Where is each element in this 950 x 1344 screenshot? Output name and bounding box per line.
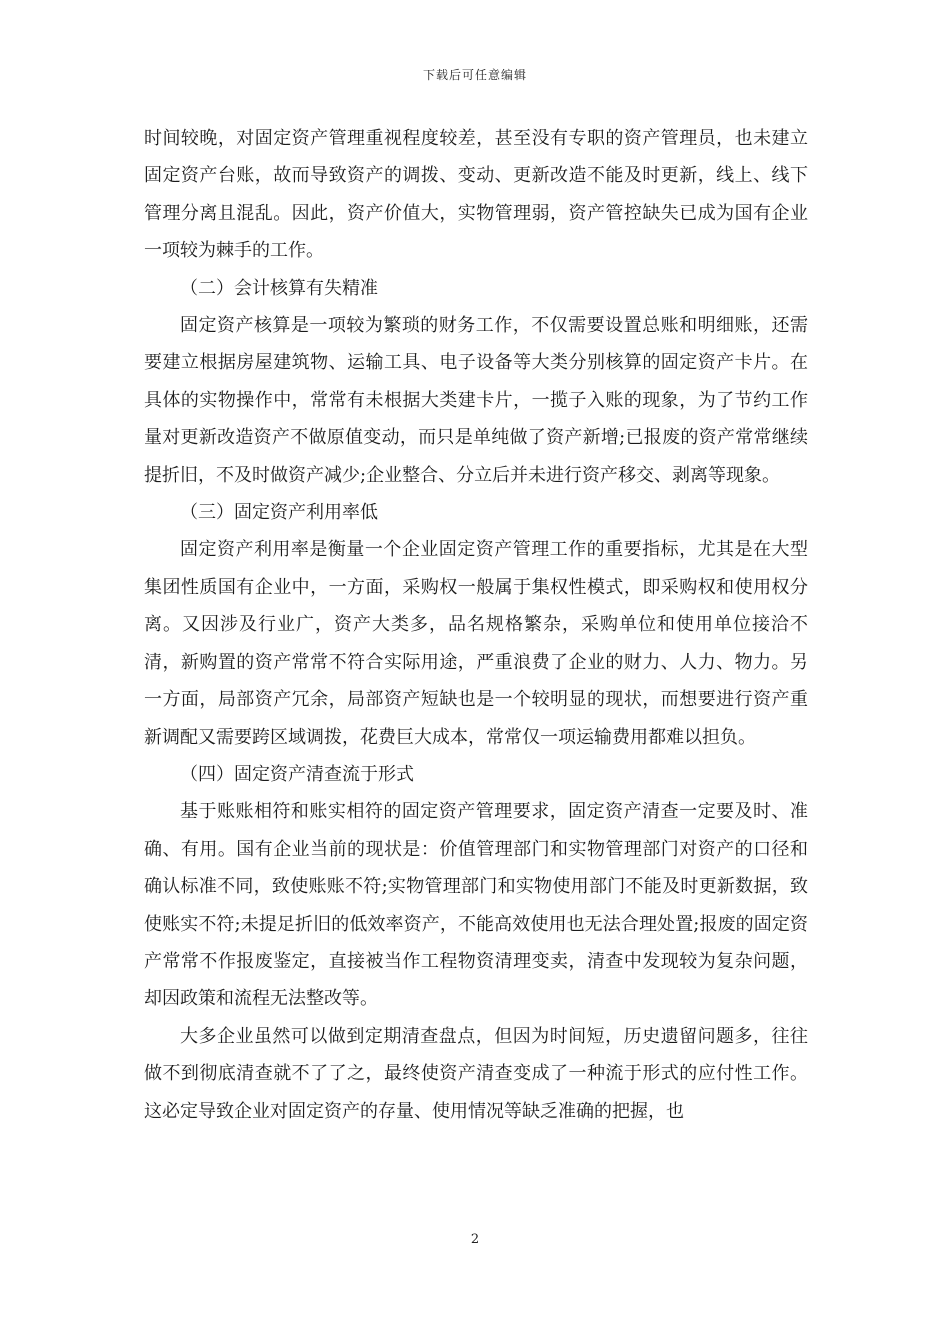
page-number: 2 — [470, 1232, 480, 1247]
section-heading-accounting: （二）会计核算有失精准 — [180, 277, 378, 299]
section-heading-inventory-check: （四）固定资产清查流于形式 — [180, 763, 414, 785]
paragraph-continuation: 时间较晚，对固定资产管理重视程度较差，甚至没有专职的资产管理员，也未建立固定资产台账，故而导致资产的调拨、变动、更新改造不能及时更新，线上、线下管理分离且混乱。因此，资产价值大，实物管理弱，资产管控缺失已成为国有企业一项较为棘手的工作。 — [144, 128, 808, 262]
paragraph-utilization: 固定资产利用率是衡量一个企业固定资产管理工作的重要指标，尤其是在大型集团性质国有企业中，一方面，采购权一般属于集权性模式，即采购权和使用权分离。又因涉及行业广，资产大类多，品名规格繁杂，采购单位和使用单位接洽不清，新购置的资产常常不符合实际用途，严重浪费了企业的财力、人力、物力。另一方面，局部资产冗余，局部资产短缺也是一个较明显的现状，而想要进行资产重新调配又需要跨区域调拨，花费巨大成本，常常仅一项运输费用都难以担负。 — [144, 539, 808, 748]
paragraph-inventory-check-continued: 大多企业虽然可以做到定期清查盘点，但因为时间短，历史遗留问题多，往往做不到彻底清查就不了了之，最终使资产清查变成了一种流于形式的应付性工作。这必定导致企业对固定资产的存量、使用情况等缺乏准确的把握，也 — [144, 1025, 808, 1122]
document-body — [144, 120, 808, 1130]
section-heading-utilization: （三）固定资产利用率低 — [180, 502, 378, 524]
paragraph-inventory-check: 基于账账相符和账实相符的固定资产管理要求，固定资产清查一定要及时、准确、有用。国有企业当前的现状是：价值管理部门和实物管理部门对资产的口径和确认标准不同，致使账账不符;实物管理部门和实物使用部门不能及时更新数据，致使账实不符;未提足折旧的低效率资产，不能高效使用也无法合理处置;报废的固定资产常常不作报废鉴定，直接被当作工程物资清理变卖，清查中发现较为复杂问题，却因政策和流程无法整改等。 — [144, 801, 809, 1010]
page-header-note: 下载后可任意编辑 — [422, 68, 527, 82]
paragraph-accounting: 固定资产核算是一项较为繁琐的财务工作，不仅需要设置总账和明细账，还需要建立根据房屋建筑物、运输工具、电子设备等大类分别核算的固定资产卡片。在具体的实物操作中，常常有未根据大类建卡片，一揽子入账的现象，为了节约工作量对更新改造资产不做原值变动，而只是单纯做了资产新增;已报废的资产常常继续提折旧，不及时做资产减少;企业整合、分立后并未进行资产移交、剥离等现象。 — [144, 315, 808, 486]
